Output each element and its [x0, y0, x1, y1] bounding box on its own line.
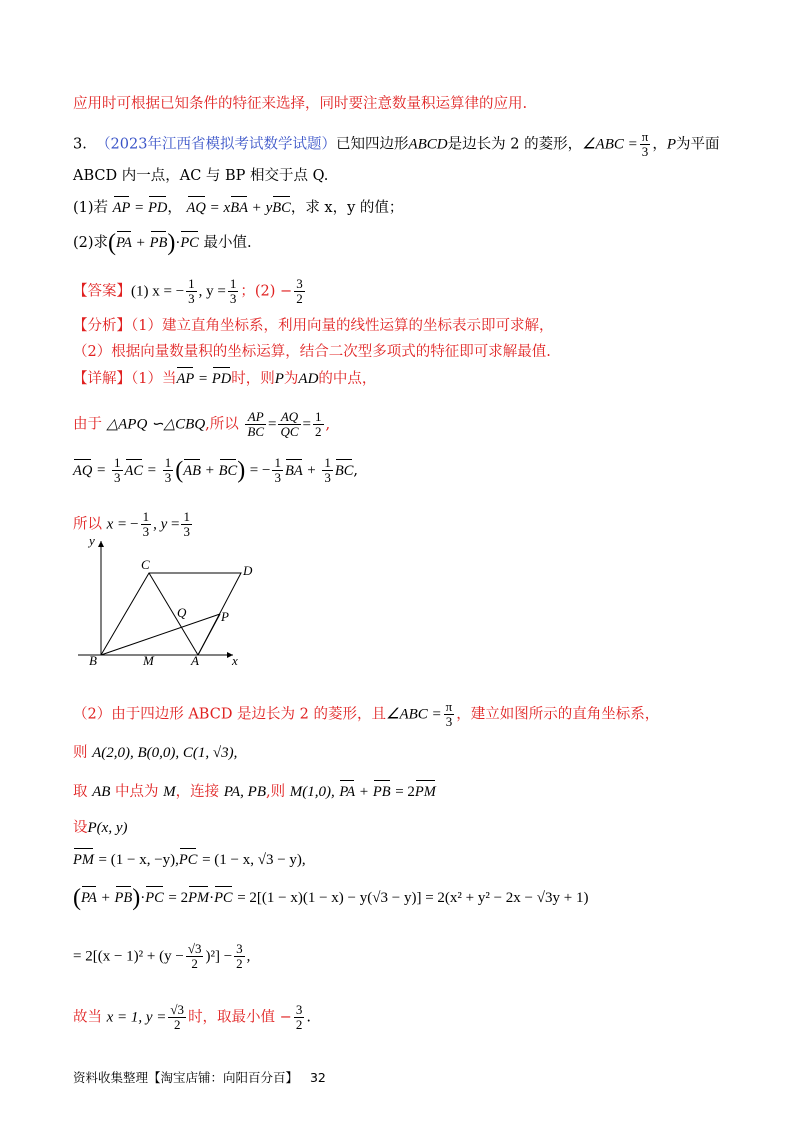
- vec-AQ: AQ: [186, 200, 206, 216]
- sq-a: = 2[(x − 1)² + (y −: [73, 948, 184, 965]
- answer-label: 【答案】: [73, 283, 131, 300]
- page-footer: [73, 1068, 326, 1086]
- detail-1a: （1）当: [131, 371, 177, 387]
- final-line: 故当 x = 1, y = $\frac{√3}{2}$ 时，取最小值 − $\frac{3}{2}$ .: [73, 1002, 311, 1032]
- mid-h: M(1,0),: [289, 784, 335, 800]
- detail-1f: 的中点，: [318, 371, 377, 387]
- analysis-line-2: （2）根据向量数量积的坐标运算，结合二次型多项式的特征即可求解最值.: [73, 344, 551, 360]
- problem-line-2: ABCD 内一点，AC 与 BP 相交于点 Q.: [73, 168, 329, 184]
- dot-expansion: = 2[(1 − x)(1 − x) − y(√3 − y)] = 2(x² + y² − 2x − √3y + 1): [237, 890, 589, 906]
- label-B: B: [89, 653, 97, 668]
- detail-4a: 所以: [73, 516, 102, 533]
- dot-product-line: (PA + PB)·PC = 2PM·PC = 2[(1 − x)(1 − x) − y(√3 − y)] = 2(x² + y² − 2x − √3y + 1): [73, 885, 589, 911]
- detail-1c: P: [274, 371, 284, 387]
- square-completion-line: = 2[(x − 1)² + (y − $\frac{√3}{2}$ )²] − $\frac{3}{2}$ ,: [73, 941, 251, 971]
- q2-suffix: 最小值.: [203, 235, 252, 251]
- problem-stem-d: 为平面: [676, 136, 720, 153]
- mid-g: ,则: [265, 784, 286, 800]
- similar-triangles: △APQ ∽△CBQ: [106, 416, 206, 433]
- mid-f: PA, PB: [223, 784, 266, 800]
- question-1: (1)若 AP = PD， AQ = xBA + yBC，求 x，y 的值；: [73, 200, 404, 216]
- answer-part1: (1) x = −: [131, 283, 185, 300]
- mid-a: 取: [73, 784, 88, 800]
- comma: ，: [652, 136, 667, 153]
- final-b: x = 1, y =: [106, 1009, 167, 1026]
- detail-line-4: 所以 x = − $\frac{1}{3}$ , y = $\frac{1}{3}$: [73, 509, 190, 539]
- problem-line-1: [73, 130, 720, 159]
- coords-prefix: 则: [73, 745, 88, 761]
- vectors-line: PM = (1 − x, −y),PC = (1 − x, √3 − y),: [73, 852, 306, 868]
- answer-line: 【答案】(1) x = − $\frac{1}{3}$ , y = $\frac{1}{3}$ ；(2) − $\frac{3}{2}$: [73, 276, 303, 306]
- footer-text: 资料收集整理【淘宝店铺：向阳百分百】: [73, 1070, 299, 1085]
- coords-line: [73, 743, 237, 763]
- intro-text: 应用时可根据已知条件的特征来选择，同时要注意数量积运算律的应用.: [73, 96, 528, 112]
- angle-expr: ∠ABC =: [582, 136, 638, 153]
- pi-over-3: $\frac{\pi}{3}$: [641, 129, 649, 159]
- sq-b: )²] −: [205, 948, 233, 965]
- question-2: (2)求(PA + PB)·PC 最小值.: [73, 230, 252, 256]
- q1-mid: ，: [167, 200, 182, 216]
- page-number: 32: [309, 1070, 326, 1085]
- set-b: P(x, y): [87, 820, 128, 836]
- label-D: D: [243, 563, 253, 578]
- label-M: M: [143, 653, 154, 668]
- label-C: C: [141, 557, 150, 572]
- q1-prefix: (1)若: [73, 200, 109, 216]
- answer-sep: ；(2) −: [240, 283, 293, 300]
- answer-part1b: , y =: [198, 283, 226, 300]
- detail-line-3: AQ = $\frac{1}{3}$ AC = $\frac{1}{3}$ (AB + BC) = − $\frac{1}{3}$ BA + $\frac{1}{3}$ BC,: [73, 455, 359, 485]
- part2-line-1: （2）由于四边形 ABCD 是边长为 2 的菱形，且∠ABC = $\frac{\pi}{3}$ ，建立如图所示的直角坐标系，: [73, 699, 660, 729]
- mid-e: ，连接: [175, 784, 220, 800]
- pm-value: = (1 − x, −y),: [98, 852, 179, 868]
- set-a: 设: [73, 820, 88, 836]
- analysis-label: 【分析】: [73, 318, 131, 334]
- label-A: A: [191, 653, 199, 668]
- midpoint-line: 取 AB 中点为 M，连接 PA, PB,则 M(1,0), PA + PB = 2PM: [73, 784, 436, 800]
- analysis-line-1: [73, 316, 553, 336]
- final-c: 时，取最小值 −: [188, 1009, 292, 1026]
- problem-source: （2023年江西省模拟考试数学试题）: [96, 136, 336, 153]
- diagonal-AC: [149, 573, 198, 655]
- sq-c: ,: [246, 948, 251, 965]
- detail-1d: 为: [283, 371, 299, 387]
- analysis-text-1: （1）建立直角坐标系，利用向量的线性运算的坐标表示即可求解，: [131, 318, 554, 334]
- problem-stem-a: 已知四边形: [335, 136, 409, 153]
- vec-AP: AP: [112, 200, 131, 216]
- label-Q: Q: [177, 605, 187, 620]
- pc-value: = (1 − x, √3 − y),: [202, 852, 306, 868]
- segment-BP: [101, 614, 220, 655]
- mid-d: M: [163, 784, 176, 800]
- detail-2a: 由于: [73, 416, 102, 433]
- final-d: .: [306, 1009, 311, 1026]
- quad-name: ABCD: [408, 136, 448, 153]
- detail-1b: 时，则: [231, 371, 275, 387]
- q2-prefix: (2)求: [73, 235, 109, 251]
- final-a: 故当: [73, 1009, 102, 1026]
- detail-label: 【详解】: [73, 371, 131, 387]
- detail-line-2: 由于 △APQ ∽△CBQ,所以 $\frac{AP}{BC}$ = $\frac{AQ}{QC}$ = $\frac{1}{2}$ ,: [73, 409, 331, 439]
- rhombus-figure: [73, 533, 273, 683]
- part2-text-b: ，建立如图所示的直角坐标系，: [456, 706, 660, 723]
- detail-3-eq: = −: [249, 462, 271, 479]
- label-P: P: [221, 609, 229, 624]
- q1-suffix: ，求 x，y 的值；: [290, 200, 404, 216]
- label-y: y: [89, 533, 95, 548]
- point-p: P: [666, 136, 676, 153]
- problem-stem-b: 是边长为 2 的菱形，: [447, 136, 583, 153]
- mid-c: 中点为: [115, 784, 159, 800]
- detail-line-1: 【详解】（1）当AP = PD时，则P为AD的中点，: [73, 371, 377, 387]
- coords: A(2,0), B(0,0), C(1, √3),: [92, 745, 238, 761]
- label-x: x: [232, 653, 238, 668]
- problem-number: 3.: [73, 136, 87, 153]
- detail-2c: ,所以: [205, 416, 239, 433]
- part2-text: （2）由于四边形 ABCD 是边长为 2 的菱形，且: [73, 706, 387, 723]
- detail-1e: AD: [298, 371, 319, 387]
- vec-PD: PD: [148, 200, 168, 216]
- set-p-line: [73, 818, 127, 838]
- mid-b: AB: [92, 784, 111, 800]
